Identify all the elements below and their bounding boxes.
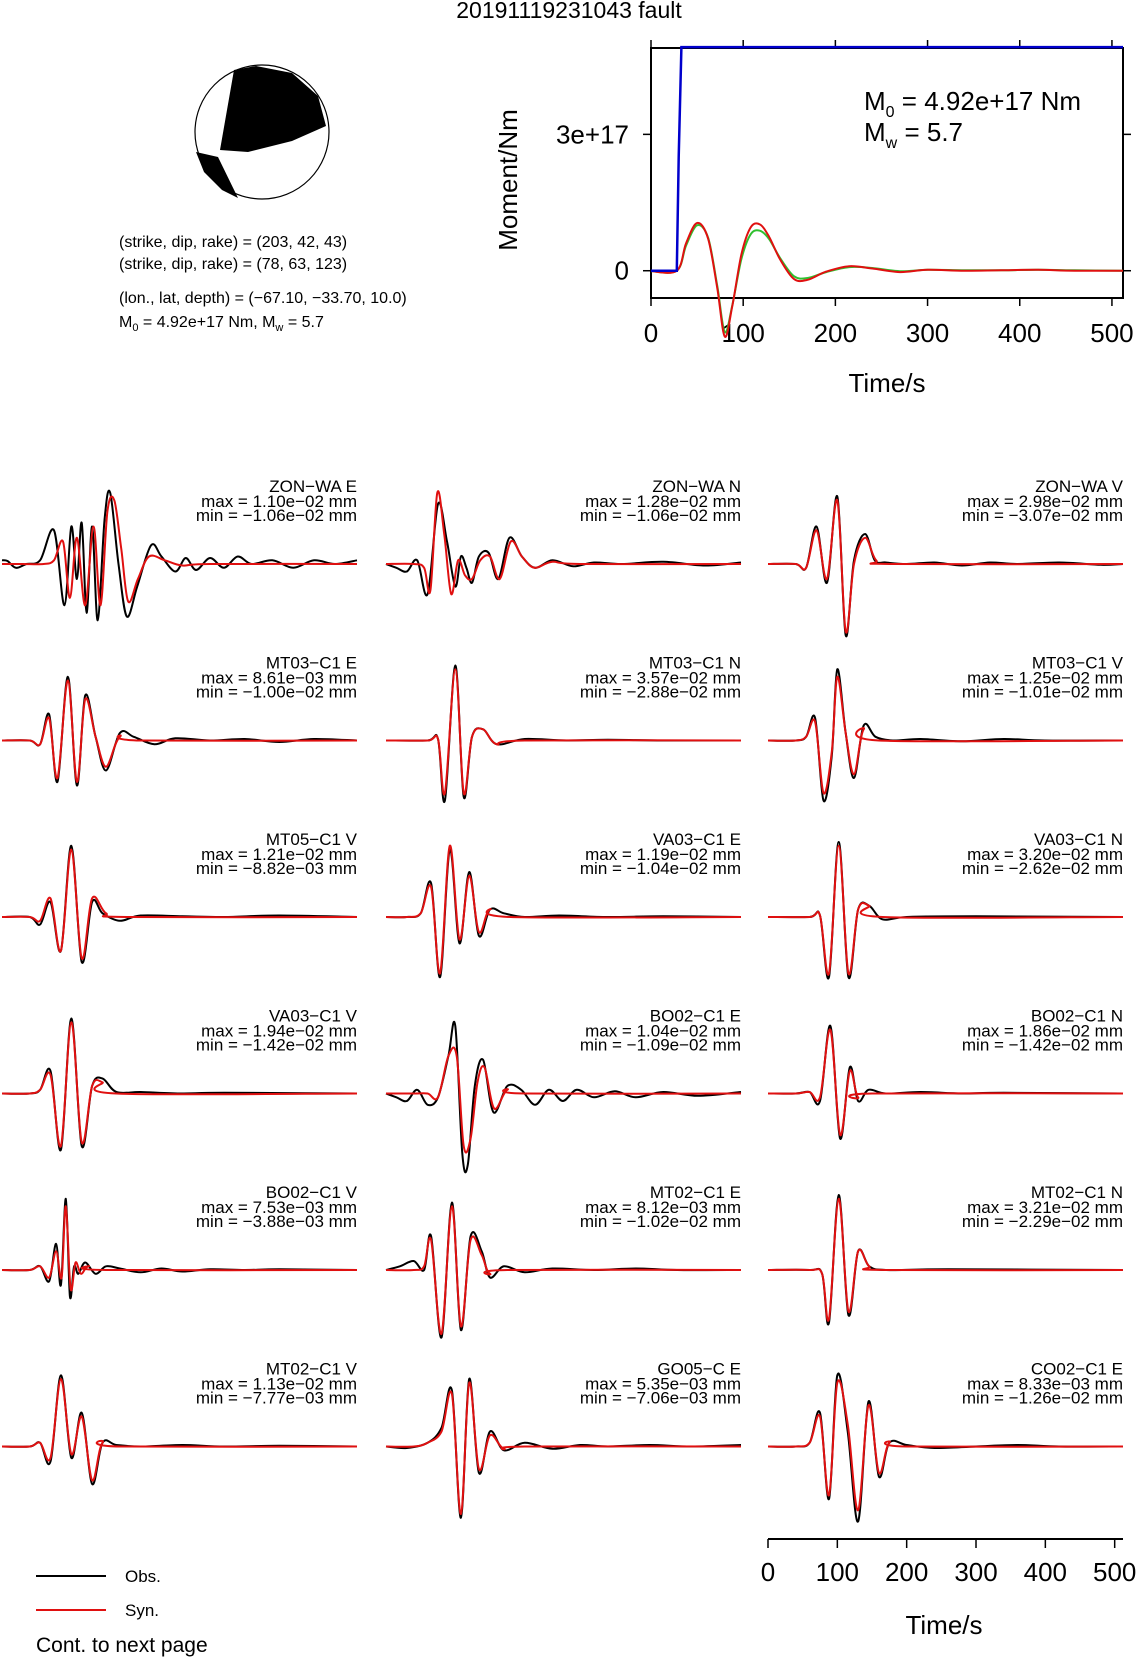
waveform-max-label: max = 8.61e−03 mm [201,668,357,688]
waveform-min-label: min = −2.88e−02 mm [579,682,741,702]
waveform-station-label: CO02−C1 E [1030,1359,1123,1379]
annotation-mw-value: = 5.7 [897,117,964,147]
moment-chart-x-label: Time/s [848,368,926,398]
moment-y-tick-label: 3e+17 [555,119,629,150]
waveform-panel [2,1360,358,1485]
waveform-station-label: BO02−C1 V [265,1183,357,1202]
moment-chart-mw-annotation [864,117,963,152]
figure-title: 20191119231043 fault [456,0,682,23]
waveform-axis-tick-label: 300 [954,1557,998,1587]
waveform-max-label: max = 5.35e−03 mm [585,1374,741,1394]
waveform-axis-tick-label: 0 [760,1557,776,1587]
waveform-panel [768,477,1124,636]
waveform-axis-tick-label: 200 [884,1557,929,1587]
annotation-mw-symbol: M [864,117,886,147]
moment-x-tick-label: 100 [721,318,765,348]
waveform-panel [768,1007,1123,1139]
waveform-x-label: Time/s [905,1610,983,1640]
annotation-m-subscript: 0 [885,104,895,121]
waveform-station-label: ZON−WA V [1035,477,1123,496]
waveform-panel [386,477,741,595]
waveform-min-label: min = −1.00e−02 mm [195,682,357,702]
waveform-station-label: BO02−C1 E [649,1006,741,1026]
moment-x-tick-label: 500 [1090,318,1134,348]
waveform-min-label: min = −1.26e−02 mm [961,1388,1123,1408]
waveform-station-label: GO05−C E [657,1359,741,1379]
waveform-station-label: MT03−C1 E [265,653,357,673]
focal-mechanism-beachball [195,65,329,199]
waveform-panel [386,1183,741,1338]
moment-x-tick-label: 0 [643,318,659,348]
waveform-time-axis [761,1539,1137,1640]
mw-subscript: w [275,322,284,334]
waveform-max-label: max = 3.20e−02 mm [967,845,1123,864]
waveform-panel [386,654,741,803]
waveform-panel [768,654,1124,802]
moment-rate-chart [493,40,1134,398]
waveform-panel [2,830,358,963]
annotation-m-symbol: M [864,86,886,116]
continuation-note: Cont. to next page [36,1634,208,1657]
moment-m-subscript: 0 [132,322,139,334]
mechanism-text [119,234,407,334]
waveform-axis-tick-label: 500 [1092,1557,1137,1587]
waveform-min-label: min = −1.42e−02 mm [961,1035,1123,1055]
waveform-max-label: max = 1.28e−02 mm [585,492,741,511]
waveform-min-label: min = −2.29e−02 mm [961,1212,1123,1231]
waveform-axis-tick-label: 400 [1023,1557,1068,1587]
waveform-max-label: max = 1.25e−02 mm [967,668,1123,688]
nodal-plane-1-text: (strike, dip, rake) = (203, 42, 43) [119,234,348,251]
waveform-max-label: max = 1.19e−02 mm [585,845,741,864]
waveform-min-label: min = −7.06e−03 mm [579,1388,741,1408]
waveform-min-label: min = −7.77e−03 mm [195,1388,357,1408]
annotation-mw-subscript: w [885,135,898,152]
moment-x-tick-label: 400 [998,318,1042,348]
moment-series-line [651,47,1123,271]
waveform-max-label: max = 2.98e−02 mm [967,492,1123,511]
waveform-min-label: min = −1.01e−02 mm [961,682,1123,702]
waveform-min-label: min = −2.62e−02 mm [961,859,1123,878]
waveform-min-label: min = −1.06e−02 mm [579,506,741,525]
waveform-station-label: MT03−C1 N [648,653,741,673]
waveform-max-label: max = 1.21e−02 mm [201,845,357,864]
waveform-min-label: min = −1.42e−02 mm [195,1035,357,1055]
waveform-max-label: max = 8.33e−03 mm [967,1374,1123,1394]
waveform-station-label: VA03−C1 E [652,830,741,849]
waveform-max-label: max = 1.94e−02 mm [201,1021,357,1041]
waveform-station-label: MT02−C1 E [649,1183,741,1202]
waveform-station-label: BO02−C1 N [1030,1006,1123,1026]
waveform-min-label: min = −3.07e−02 mm [961,506,1123,525]
waveform-max-label: max = 1.10e−02 mm [201,492,357,511]
moment-value: = 4.92e+17 Nm, M [138,314,276,331]
waveform-panel [768,1360,1123,1522]
waveform-panel [2,1183,358,1298]
annotation-m0-value: = 4.92e+17 Nm [894,86,1082,116]
waveform-panel [386,1360,741,1518]
waveform-panel [386,1007,741,1173]
moment-x-tick-label: 300 [905,318,950,348]
moment-y-tick-label: 0 [614,255,629,286]
waveform-max-label: max = 1.86e−02 mm [967,1021,1123,1041]
waveform-panel [768,1183,1123,1325]
moment-chart-m0-annotation [864,86,1081,121]
location-text: (lon., lat, depth) = (−67.10, −33.70, 10.0) [119,290,407,307]
waveform-panel [768,830,1123,979]
waveform-grid [2,477,1124,1522]
moment-x-tick-label: 200 [813,318,858,348]
waveform-panel [2,477,357,620]
mw-value: = 5.7 [283,314,324,331]
waveform-station-label: MT02−C1 V [265,1359,357,1379]
moment-chart-y-ticks [556,119,1131,285]
moment-chart-y-label: Moment/Nm [493,109,523,251]
waveform-panel [2,654,357,786]
waveform-station-label: VA03−C1 N [1034,830,1123,849]
waveform-legend [36,1567,161,1620]
nodal-plane-2-text: (strike, dip, rake) = (78, 63, 123) [119,256,348,273]
waveform-min-label: min = −8.82e−03 mm [195,859,357,878]
moment-m-symbol: M [119,314,133,331]
waveform-max-label: max = 7.53e−03 mm [201,1198,357,1217]
waveform-max-label: max = 3.21e−02 mm [967,1198,1123,1217]
waveform-min-label: min = −1.06e−02 mm [195,506,357,525]
legend-observed-label: Obs. [125,1567,161,1586]
waveform-axis-tick-label: 100 [815,1557,860,1587]
waveform-max-label: max = 1.04e−02 mm [585,1021,741,1041]
waveform-min-label: min = −1.02e−02 mm [579,1212,741,1231]
waveform-panel [386,830,741,977]
waveform-station-label: MT02−C1 N [1030,1183,1123,1202]
waveform-station-label: MT05−C1 V [265,830,357,849]
waveform-max-label: max = 8.12e−03 mm [585,1198,741,1217]
waveform-panel [2,1007,358,1151]
waveform-station-label: ZON−WA N [652,477,741,496]
legend-synthetic-label: Syn. [125,1601,160,1620]
waveform-station-label: VA03−C1 V [268,1006,357,1026]
waveform-min-label: min = −1.04e−02 mm [579,859,741,878]
waveform-min-label: min = −3.88e−03 mm [195,1212,357,1231]
waveform-max-label: max = 1.13e−02 mm [201,1374,357,1394]
waveform-max-label: max = 3.57e−02 mm [585,668,741,688]
waveform-station-label: ZON−WA E [269,477,357,496]
waveform-station-label: MT03−C1 V [1031,653,1123,673]
moment-series-line [651,223,1123,337]
waveform-min-label: min = −1.09e−02 mm [579,1035,741,1055]
moment-text [119,314,324,334]
